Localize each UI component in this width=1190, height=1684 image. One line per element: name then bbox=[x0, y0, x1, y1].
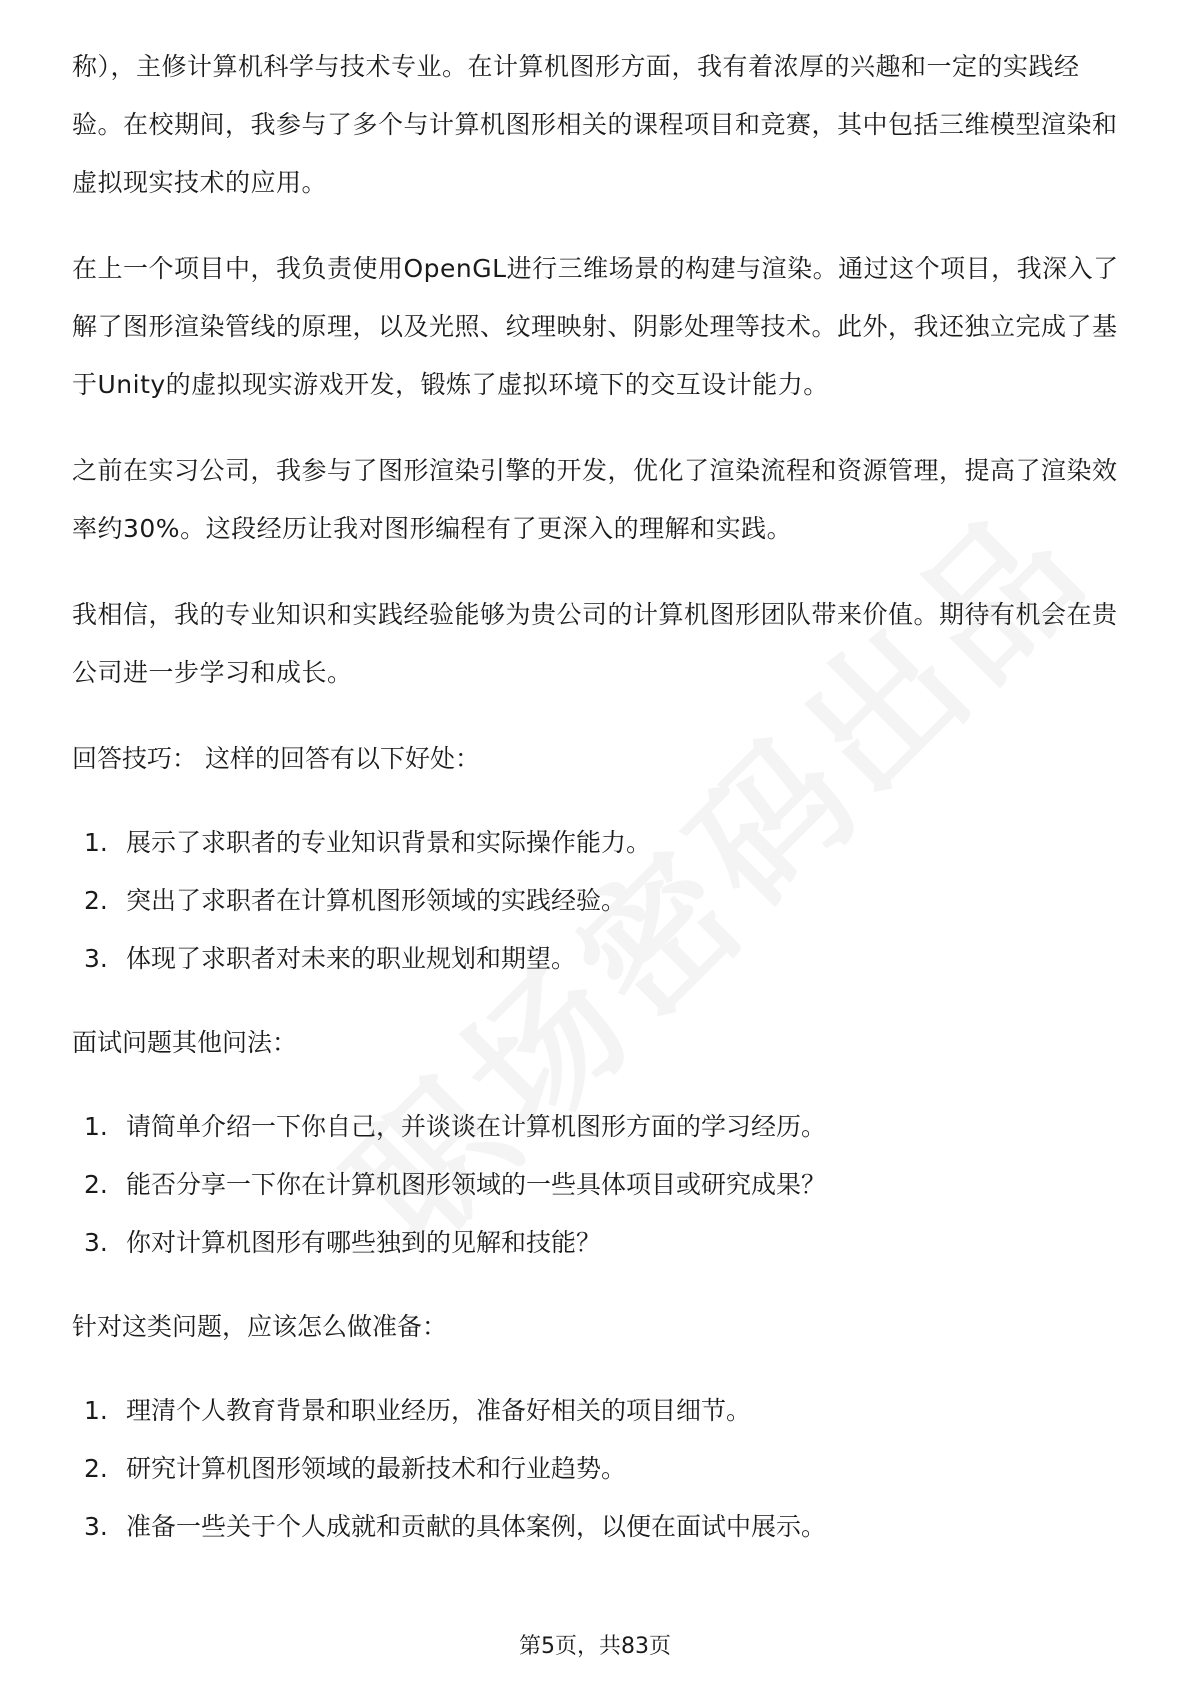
list-number: 1. bbox=[84, 828, 108, 857]
list-item bbox=[84, 1440, 1122, 1498]
list-item-text: 展示了求职者的专业知识背景和实际操作能力。 bbox=[126, 828, 652, 857]
alt-questions-list bbox=[72, 1098, 1122, 1272]
list-item bbox=[84, 872, 1122, 930]
list-item-text: 研究计算机图形领域的最新技术和行业趋势。 bbox=[126, 1454, 627, 1483]
preparation-heading: 针对这类问题，应该怎么做准备： bbox=[72, 1312, 448, 1341]
document-body bbox=[72, 38, 1122, 1582]
list-item-text: 你对计算机图形有哪些独到的见解和技能？ bbox=[126, 1228, 602, 1257]
list-number: 2. bbox=[84, 1170, 108, 1199]
list-number: 2. bbox=[84, 886, 108, 915]
page-number: 第5页，共83页 bbox=[519, 1634, 671, 1659]
tips-list bbox=[72, 814, 1122, 988]
list-item-text: 能否分享一下你在计算机图形领域的一些具体项目或研究成果？ bbox=[126, 1170, 827, 1199]
paragraph-closing: 我相信，我的专业知识和实践经验能够为贵公司的计算机图形团队带来价值。期待有机会在贵公司进一步学习和成长。 bbox=[72, 600, 1118, 687]
list-item-text: 突出了求职者在计算机图形领域的实践经验。 bbox=[126, 886, 627, 915]
list-number: 3. bbox=[84, 944, 108, 973]
list-number: 3. bbox=[84, 1228, 108, 1257]
list-item-text: 体现了求职者对未来的职业规划和期望。 bbox=[126, 944, 577, 973]
paragraph-intro: 称），主修计算机科学与技术专业。在计算机图形方面，我有着浓厚的兴趣和一定的实践经验。在校期间，我参与了多个与计算机图形相关的课程项目和竞赛，其中包括三维模型渲染和虚拟现实技术的应用。 bbox=[72, 52, 1118, 197]
list-item-text: 理清个人教育背景和职业经历，准备好相关的项目细节。 bbox=[126, 1396, 752, 1425]
list-item bbox=[84, 1098, 1122, 1156]
list-item bbox=[84, 814, 1122, 872]
list-number: 1. bbox=[84, 1396, 108, 1425]
list-item bbox=[84, 1156, 1122, 1214]
list-item bbox=[84, 930, 1122, 988]
list-item bbox=[84, 1498, 1122, 1556]
list-item bbox=[84, 1214, 1122, 1272]
tips-heading: 回答技巧： 这样的回答有以下好处： bbox=[72, 744, 480, 773]
list-item bbox=[84, 1382, 1122, 1440]
list-number: 2. bbox=[84, 1454, 108, 1483]
list-item-text: 请简单介绍一下你自己，并谈谈在计算机图形方面的学习经历。 bbox=[126, 1112, 827, 1141]
list-item-text: 准备一些关于个人成就和贡献的具体案例，以便在面试中展示。 bbox=[126, 1512, 827, 1541]
paragraph-internship: 之前在实习公司，我参与了图形渲染引擎的开发，优化了渲染流程和资源管理，提高了渲染效率约30%。这段经历让我对图形编程有了更深入的理解和实践。 bbox=[72, 456, 1118, 543]
paragraph-project: 在上一个项目中，我负责使用OpenGL进行三维场景的构建与渲染。通过这个项目，我深入了解了图形渲染管线的原理，以及光照、纹理映射、阴影处理等技术。此外，我还独立完成了基于Unity的虚拟现实游戏开发，锻炼了虚拟环境下的交互设计能力。 bbox=[72, 254, 1119, 399]
alt-questions-heading: 面试问题其他问法： bbox=[72, 1028, 298, 1057]
list-number: 1. bbox=[84, 1112, 108, 1141]
list-number: 3. bbox=[84, 1512, 108, 1541]
preparation-list bbox=[72, 1382, 1122, 1556]
